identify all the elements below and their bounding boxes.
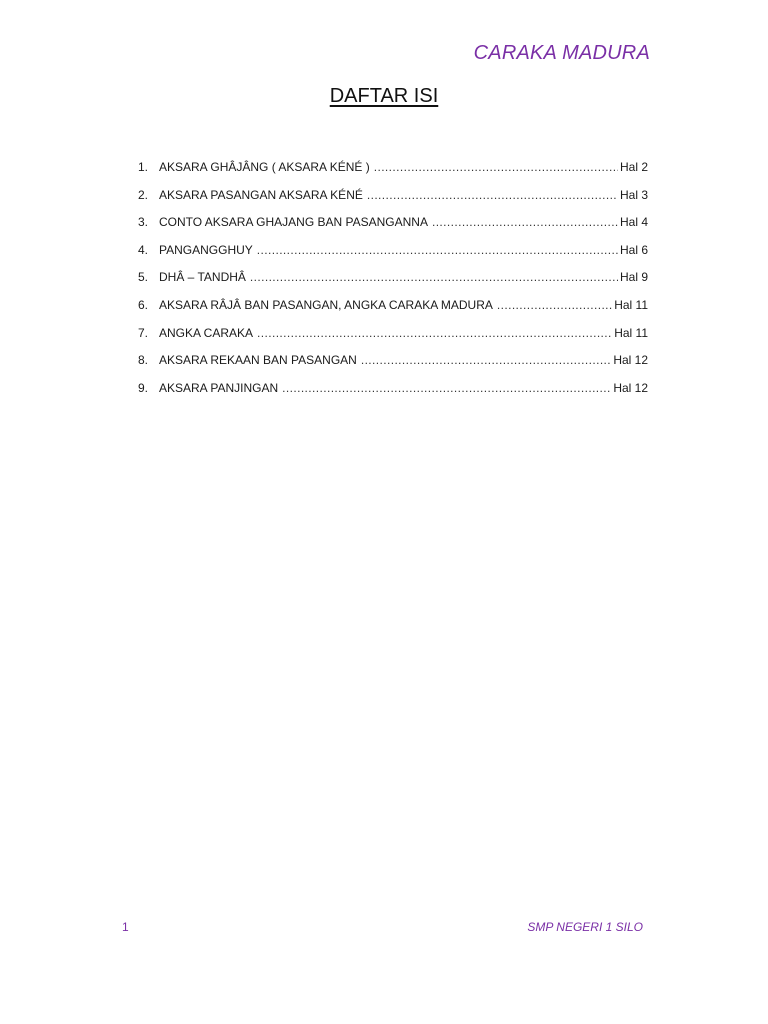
toc-item-number: 8. (138, 353, 149, 368)
toc-item-title: PANGANGGHUY (159, 242, 253, 257)
toc-item-page: Hal 11 (614, 297, 648, 312)
toc-item-number: 1. (138, 160, 149, 174)
toc-item-4 (138, 243, 648, 271)
toc-item-title: AKSARA GHÂJÂNG ( AKSARA KÉNÉ ) (159, 160, 370, 174)
toc-item-title: CONTO AKSARA GHAJANG BAN PASANGANNA (159, 215, 428, 230)
toc-item-number: 5. (138, 270, 149, 285)
toc-leader-dots (497, 298, 612, 312)
toc-item-9 (138, 381, 648, 409)
toc-item-number: 4. (138, 242, 149, 257)
toc-item-number: 9. (138, 380, 149, 395)
toc-item-title: ANGKA CARAKA (159, 325, 254, 340)
toc-item-page: Hal 9 (619, 270, 648, 285)
document-header-title: CARAKA MADURA (473, 42, 650, 64)
toc-item-title: AKSARA RÂJÂ BAN PASANGAN, ANGKA CARAKA MADURA (159, 297, 493, 312)
toc-leader-dots (250, 270, 618, 284)
toc-list (138, 160, 648, 408)
toc-item-8 (138, 353, 648, 381)
toc-leader-dots (374, 160, 618, 174)
toc-item-number: 6. (138, 297, 149, 312)
toc-item-page: Hal 11 (614, 325, 648, 340)
footer-page-number: 1 (122, 920, 129, 934)
footer-school-name: SMP NEGERI 1 SILO (527, 920, 643, 934)
toc-item-7 (138, 326, 648, 354)
toc-item-5 (138, 270, 648, 298)
toc-leader-dots (282, 381, 611, 395)
toc-leader-dots (432, 215, 618, 229)
toc-item-title: DHÂ – TANDHÂ (159, 270, 246, 285)
toc-item-title: AKSARA REKAAN BAN PASANGAN (159, 353, 357, 368)
toc-item-page: Hal 4 (619, 215, 648, 230)
toc-leader-dots (257, 243, 618, 257)
toc-item-2 (138, 188, 648, 216)
toc-item-number: 3. (138, 215, 149, 230)
toc-item-title: AKSARA PANJINGAN (159, 380, 279, 395)
toc-item-page: Hal 6 (619, 242, 648, 257)
toc-item-page: Hal 3 (619, 187, 648, 202)
toc-item-number: 2. (138, 187, 149, 202)
toc-item-3 (138, 215, 648, 243)
toc-item-6 (138, 298, 648, 326)
toc-item-title: AKSARA PASANGAN AKSARA KÉNÉ (159, 187, 363, 202)
toc-item-number: 7. (138, 325, 149, 340)
toc-leader-dots (257, 326, 612, 340)
toc-item-1 (138, 160, 648, 188)
toc-item-page: Hal 2 (619, 160, 648, 174)
toc-title-text: DAFTAR ISI (329, 85, 439, 107)
toc-leader-dots (361, 353, 611, 367)
toc-item-page: Hal 12 (613, 353, 648, 368)
toc-title (0, 85, 768, 108)
toc-item-page: Hal 12 (613, 380, 648, 395)
toc-leader-dots (367, 188, 618, 202)
